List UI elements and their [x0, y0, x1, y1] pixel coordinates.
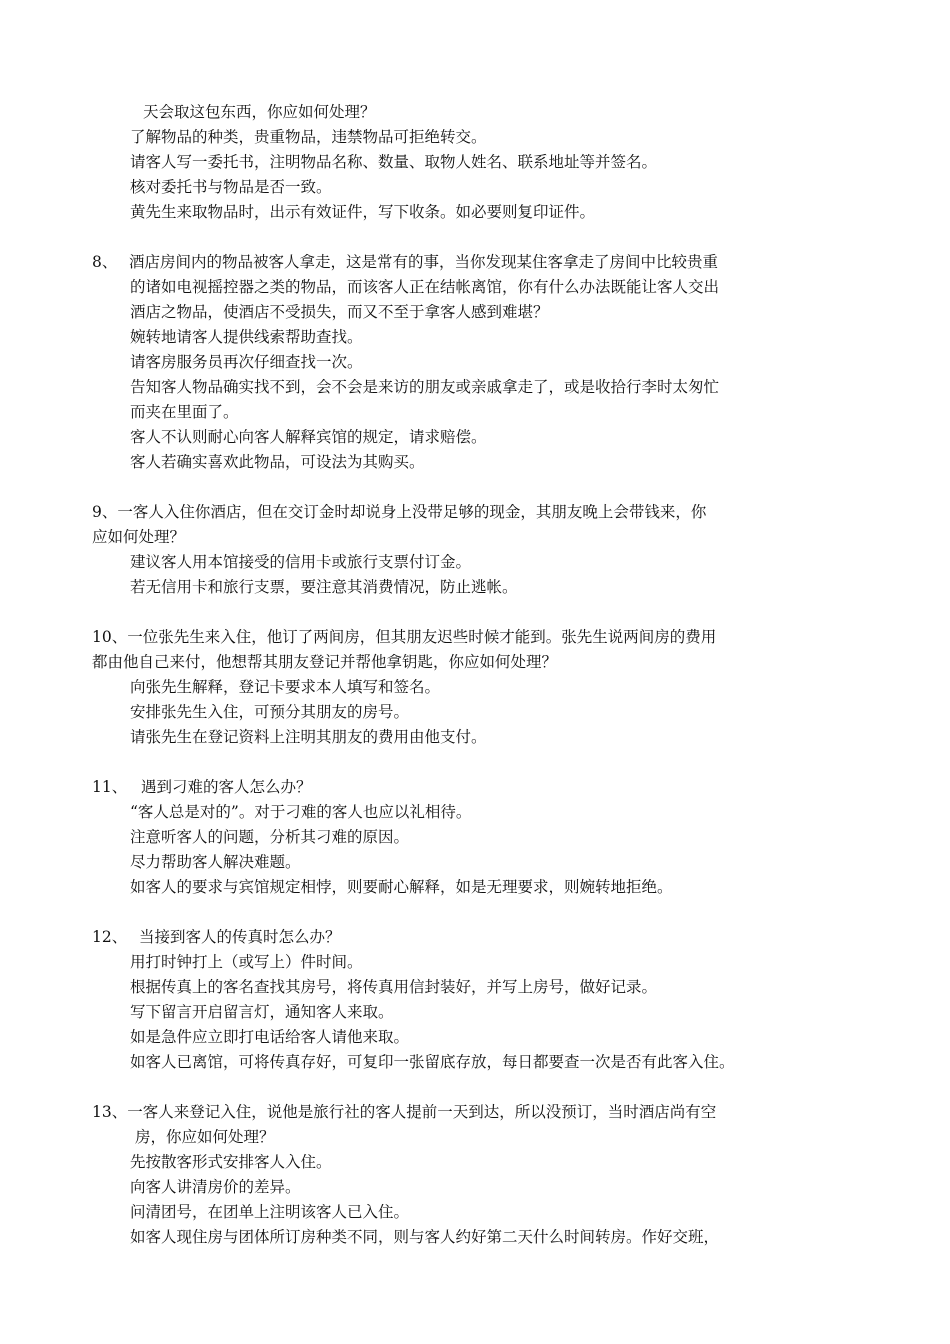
answer-line: 如客人已离馆，可将传真存好，可复印一张留底存放，每日都要查一次是否有此客入住。: [130, 1053, 735, 1071]
question-12: [92, 925, 341, 949]
question-text: 酒店房间内的物品被客人拿走，这是常有的事，当你发现某住客拿走了房间中比较贵重: [129, 253, 719, 271]
answer-line: 客人若确实喜欢此物品，可设法为其购买。: [130, 453, 425, 471]
question-13: 13、一客人来登记入住，说他是旅行社的客人提前一天到达，所以没预订，当时酒店尚有空: [92, 1103, 717, 1121]
answer-line: 而夹在里面了。: [130, 403, 239, 421]
answer-line: 请张先生在登记资料上注明其朋友的费用由他支付。: [130, 728, 487, 746]
answer-line: 核对委托书与物品是否一致。: [130, 178, 332, 196]
answer-line: 了解物品的种类，贵重物品，违禁物品可拒绝转交。: [130, 128, 487, 146]
answer-line: 如是急件应立即打电话给客人请他来取。: [130, 1028, 410, 1046]
question-8: [92, 250, 718, 274]
answer-line: 若无信用卡和旅行支票，要注意其消费情况，防止逃帐。: [130, 578, 518, 596]
answer-line: 客人不认则耐心向客人解释宾馆的规定，请求赔偿。: [130, 428, 487, 446]
answer-line: “客人总是对的”。对于刁难的客人也应以礼相待。: [130, 803, 472, 821]
answer-line: 告知客人物品确实找不到，会不会是来访的朋友或亲戚拿走了，或是收拾行李时太匆忙: [130, 378, 720, 396]
question-text: 酒店之物品，使酒店不受损失，而又不至于拿客人感到难堪？: [130, 303, 549, 321]
answer-line: 注意听客人的问题，分析其刁难的原因。: [130, 828, 410, 846]
answer-line: 如客人现住房与团体所订房种类不同，则与客人约好第二天什么时间转房。作好交班，: [130, 1228, 720, 1246]
answer-line: 尽力帮助客人解决难题。: [130, 853, 301, 871]
question-10: 10、一位张先生来入住，他订了两间房，但其朋友迟些时候才能到。张先生说两间房的费用: [92, 628, 717, 646]
answer-line: 黄先生来取物品时，出示有效证件，写下收条。如必要则复印证件。: [130, 203, 596, 221]
answer-line: 请客人写一委托书，注明物品名称、数量、取物人姓名、联系地址等并签名。: [130, 153, 658, 171]
answer-line: 根据传真上的客名查找其房号，将传真用信封装好，并写上房号，做好记录。: [130, 978, 658, 996]
question-continuation: 天会取这包东西，你应如何处理？: [143, 103, 376, 121]
question-9: 9、一客人入住你酒店，但在交订金时却说身上没带足够的现金，其朋友晚上会带钱来，你: [92, 503, 707, 521]
question-number: 12、: [92, 928, 128, 946]
answer-line: 安排张先生入住，可预分其朋友的房号。: [130, 703, 410, 721]
answer-line: 向张先生解释，登记卡要求本人填写和签名。: [130, 678, 441, 696]
question-number: 11、: [92, 778, 128, 796]
answer-line: 问清团号，在团单上注明该客人已入住。: [130, 1203, 410, 1221]
answer-line: 婉转地请客人提供线索帮助查找。: [130, 328, 363, 346]
answer-line: 如客人的要求与宾馆规定相悖，则要耐心解释，如是无理要求，则婉转地拒绝。: [130, 878, 673, 896]
question-text: 应如何处理？: [92, 528, 186, 546]
question-text: 当接到客人的传真时怎么办？: [139, 928, 341, 946]
question-number: 8、: [92, 253, 118, 271]
answer-line: 用打时钟打上（或写上）件时间。: [130, 953, 363, 971]
answer-line: 请客房服务员再次仔细查找一次。: [130, 353, 363, 371]
answer-line: 向客人讲清房价的差异。: [130, 1178, 301, 1196]
answer-line: 先按散客形式安排客人入住。: [130, 1153, 332, 1171]
answer-line: 建议客人用本馆接受的信用卡或旅行支票付订金。: [130, 553, 472, 571]
question-11: [92, 775, 312, 799]
question-text: 都由他自己来付，他想帮其朋友登记并帮他拿钥匙，你应如何处理？: [92, 653, 558, 671]
question-text: 的诸如电视摇控器之类的物品，而该客人正在结帐离馆，你有什么办法既能让客人交出: [130, 278, 720, 296]
question-text: 遇到刁难的客人怎么办？: [141, 778, 312, 796]
question-text: 房，你应如何处理？: [135, 1128, 275, 1146]
answer-line: 写下留言开启留言灯，通知客人来取。: [130, 1003, 394, 1021]
